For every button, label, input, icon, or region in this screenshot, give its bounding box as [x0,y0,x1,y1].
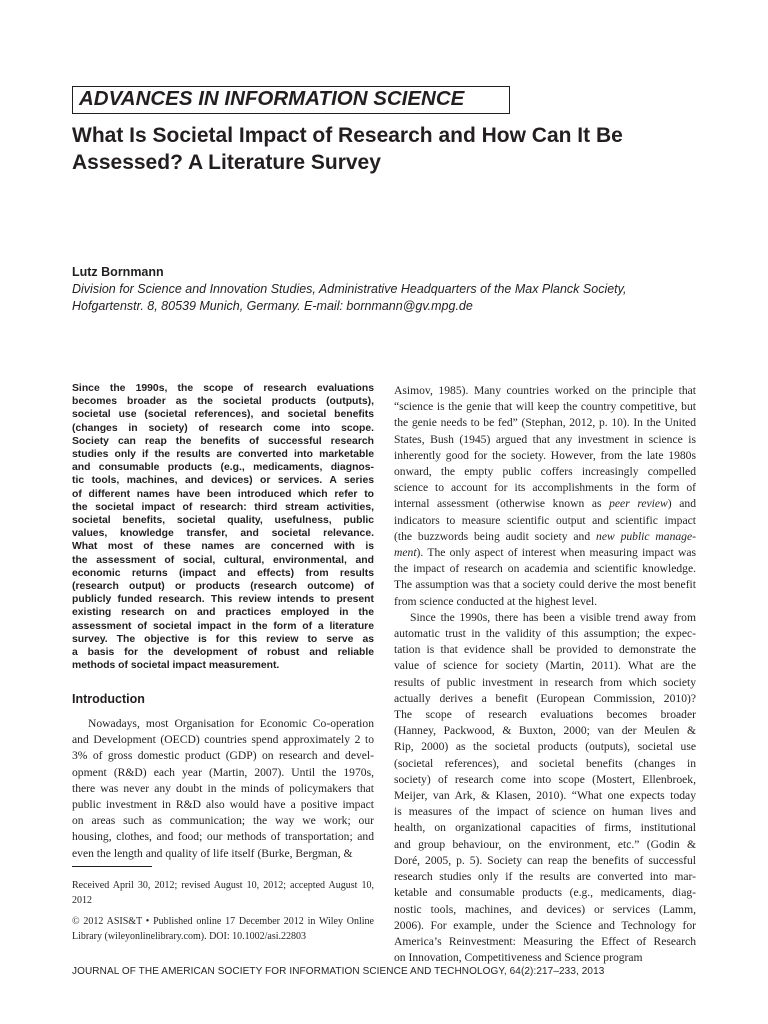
text-line: 3% of gross domestic product (GDP) on research and devel- [72,749,374,763]
text-line: © 2012 ASIS&T • Published online 17 December 2012 in Wiley Online [72,916,374,927]
article-title [72,122,712,176]
text-line: inherently good for the society. However, from the late 1980s [394,448,696,462]
text-line: publicly funded research. This review intends to present [72,594,374,606]
text-line: becomes broader as the societal products (outputs), [72,396,374,408]
emphasized-term: new public manage- [596,529,696,543]
text-line: Meijer, van Ark, & Klasen, 2010). “What one expects today [394,789,696,803]
text-line: the impact of research on academia and scientific knowledge. [394,562,696,576]
text-line: there was never any doubt in the minds of policymakers that [72,781,374,795]
emphasized-term: ment [394,546,417,560]
text-line: on areas such as communication; the way we work; our [72,814,374,828]
text-line: and consumable products (e.g., medicaments, diagnos- [72,462,374,474]
text-line: tation is that evidence shall be provided to demonstrate the [394,643,696,657]
text-line: existing research on and practices employed in the [72,607,374,619]
text-line: survey. The objective is for this review to serve as [72,633,374,645]
introduction-paragraph [72,716,374,862]
text-line: studies only if the results are converted into marketable [72,449,374,461]
text-line: the societal impact of research: third stream activities, [72,501,374,513]
text-line: ketable and consumable products (e.g., medicaments, diag- [394,886,696,900]
text-line: the genie needs to be fed” (Stephan, 2012, p. 10). In the United [394,416,696,430]
text-line: The assumption was that a society could derive the most benefit [394,578,696,592]
text-line: and Development (OECD) countries spend approximately 2 to [72,733,374,747]
text-line: internal assessment (otherwise known as peer review) and [394,497,697,511]
journal-footer: JOURNAL OF THE AMERICAN SOCIETY FOR INFORMATION SCIENCE AND TECHNOLOGY, 64(2):217–233, 2013 [72,966,605,977]
footnote-copyright [72,914,374,944]
text-line: “science is the genie that will keep the country competitive, but [394,400,696,414]
text-line: public investment in R&D also would have a positive impact [72,798,374,812]
body-paragraph [394,610,696,966]
text-line: (Hanney, Packwood, & Buxton, 2000; van der Meulen & [394,724,696,738]
section-label: ADVANCES IN INFORMATION SCIENCE [79,87,465,110]
text-line: The scope of research evaluations becomes broader [394,708,696,722]
text-line: automatic trust in the validity of this assumption; the expec- [394,627,696,641]
footnote-received-dates [72,878,374,908]
text-line: assessment of societal impact in the form of a literature [72,620,374,632]
text-line: (societal references), and societal benefits (changes in [394,756,696,770]
text-line: Society can reap the benefits of successful research [72,435,374,447]
text-line: (the buzzwords being audit society and new public manage- [394,529,696,543]
text-line: nostic tools, machines, and devices) or services (Lamm, [394,902,696,916]
text-line: tic tools, machines, and devices) or services. A series [72,475,374,487]
text-line: onward, the empty public coffers increasingly compelled [394,465,696,479]
footnote-divider [72,866,152,867]
text-line: results of public investment in research from which society [394,675,696,689]
text-line: States, Bush (1945) argued that any investment in science is [394,432,696,446]
text-line: 2006). For example, under the Science and Technology for [394,918,696,932]
affiliation-line: Division for Science and Innovation Studies, Administrative Headquarters of the Max Planck Society, [72,282,627,296]
text-line: research studies only if the results are converted into mar- [394,870,696,884]
text-line: science to account for its accomplishments in the form of [394,481,696,495]
text-line: societal benefits, societal quality, usefulness, public [72,515,374,527]
text-line: society) of research come into scope (Mostert, Ellenbroek, [394,772,696,786]
text-line: housing, clothes, and food; our methods of transportation; and [72,830,374,844]
author-name: Lutz Bornmann [72,265,164,279]
text-line: of different names have been introduced which refer to [72,488,374,500]
text-line: Received April 30, 2012; revised August 10, 2012; accepted August 10, [72,880,374,891]
text-line: economic returns (impact and effects) from results [72,567,374,579]
text-line: the assessment of social, cultural, environmental, and [72,554,374,566]
text-line: Rip, 2000) as the societal products (outputs), societal use [394,740,696,754]
text-line: opment (R&D) each year (Martin, 2007). Until the 1970s, [72,765,374,779]
text-line: Since the 1990s, there has been a visible trend away from [410,610,696,624]
text-line: values, knowledge transfer, and societal relevance. [72,528,374,540]
text-line: value of science for society (Martin, 2011). What are the [394,659,696,673]
text-line: actually derives a benefit (European Commission, 2010)? [394,691,696,705]
text-line: a basis for the development of robust and reliable [72,647,374,659]
right-column-text [394,383,696,966]
text-line: is measures of the impact of science on human lives and [394,805,696,819]
text-line: indicators to measure scientific output and scientific impact [394,513,696,527]
emphasized-term: peer review [609,497,668,511]
text-line: methods of societal impact measurement. [72,660,280,672]
text-line: Since the 1990s, the scope of research evaluations [72,383,374,394]
text-line: ment). The only aspect of interest when measuring impact was [394,546,696,560]
text-line: from science conducted at the highest level. [394,594,598,608]
text-line: societal use (societal references), and societal benefits [72,409,374,421]
text-line: Doré, 2005, p. 5). Society can reap the benefits of successful [394,853,696,867]
section-heading-introduction: Introduction [72,692,145,706]
author-affiliation [72,281,712,315]
text-line: Nowadays, most Organisation for Economic Co-operation [88,717,374,730]
text-line: health, on organizational capacities of firms, institutional [394,821,696,835]
text-line: Asimov, 1985). Many countries worked on the principle that [394,384,696,397]
text-line: and group behaviour, on the environment, etc.” (Godin & [394,837,696,851]
affiliation-line: Hofgartenstr. 8, 80539 Munich, Germany. E-mail: bornmann@gv.mpg.de [72,299,473,313]
abstract [72,382,374,672]
text-line: (changes in society) of research come into scope. [72,422,374,434]
body-paragraph [394,383,696,610]
text-line: America’s Reinvestment: Measuring the Effect of Research [394,934,696,948]
text-line: (research output) or products (research outcome) of [72,581,374,593]
text-line: 2012 [72,895,92,906]
title-line: Assessed? A Literature Survey [72,151,381,174]
text-line: Library (wileyonlinelibrary.com). DOI: 10.1002/asi.22803 [72,931,307,942]
title-line: What Is Societal Impact of Research and How Can It Be [72,124,623,147]
text-line: on Innovation, Competitiveness and Science program [394,951,643,965]
text-line: What most of these names are concerned with is [72,541,374,553]
text-line: even the length and quality of life itself (Burke, Bergman, & [72,846,353,860]
